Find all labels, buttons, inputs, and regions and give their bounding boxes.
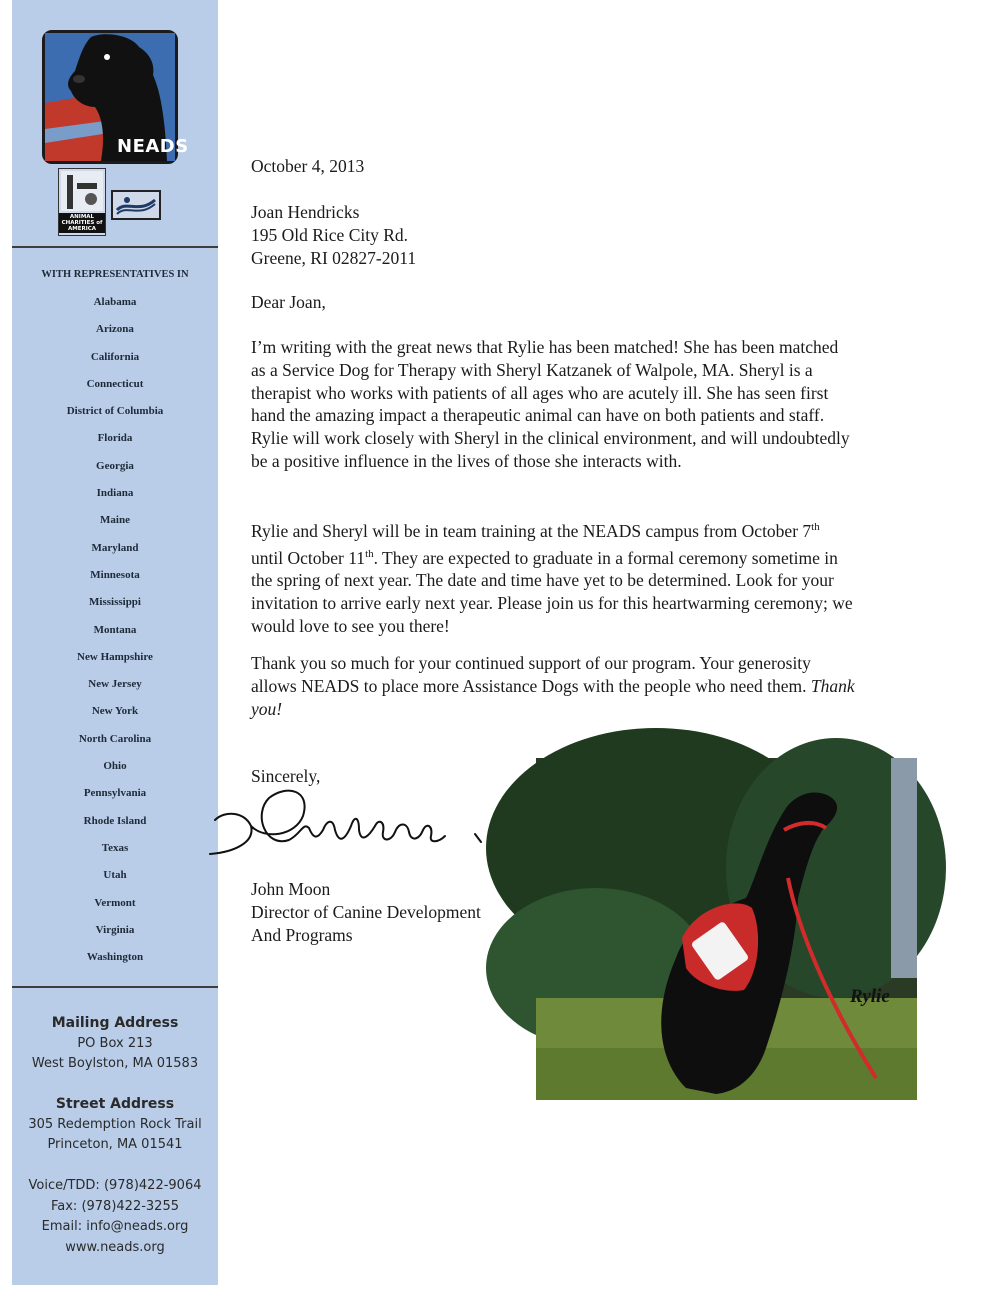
thank-you-italic: Thank you! <box>251 675 855 719</box>
website: www.neads.org <box>65 1239 165 1255</box>
street-address <box>12 1094 218 1156</box>
street-line2: Princeton, MA 01541 <box>47 1137 183 1152</box>
state-item: Alabama <box>93 296 137 308</box>
paragraph-3 <box>251 652 856 720</box>
state-item: Utah <box>103 869 127 882</box>
state-item: Vermont <box>94 896 136 909</box>
sidebar-divider <box>12 986 218 988</box>
salutation: Dear Joan, <box>251 292 326 312</box>
state-item: New Hampshire <box>77 650 153 663</box>
state-item: Rhode Island <box>83 814 147 827</box>
paragraph-3-text: Thank you so much for your continued support of our program. Your generosity allows NEADS to place more Assistance Dogs with the people who need them. <box>251 653 811 696</box>
mailing-address <box>12 1013 218 1075</box>
recipient-line1: 195 Old Rice City Rd. <box>251 224 409 245</box>
letterhead-sidebar <box>12 0 218 1285</box>
logo-wordmark: NEADS <box>117 136 189 157</box>
sidebar-divider <box>12 246 218 248</box>
letter-date: October 4, 2013 <box>251 156 365 176</box>
state-item: Arizona <box>96 323 134 336</box>
signature-image <box>205 770 505 870</box>
state-item: Minnesota <box>90 568 140 581</box>
recipient-line2: Greene, RI 02827-2011 <box>251 247 417 268</box>
flag-icon <box>113 192 159 218</box>
dog-photo <box>536 758 917 1100</box>
state-item: Connecticut <box>86 377 144 390</box>
cfc-logo <box>111 190 161 220</box>
state-item: North Carolina <box>78 732 152 745</box>
recipient-address <box>251 201 416 269</box>
paragraph-2-part-a: Rylie and Sheryl will be in team training at the NEADS campus from October 7 <box>251 520 812 541</box>
mailing-line2: West Boylston, MA 01583 <box>31 1056 199 1071</box>
animal-silhouette-icon <box>59 169 105 213</box>
state-item: Ohio <box>103 760 127 773</box>
state-item: Florida <box>97 432 133 445</box>
state-item: Georgia <box>96 459 134 472</box>
signer-title-line2: And Programs <box>251 924 353 945</box>
email-address: Email: info@neads.org <box>41 1219 189 1234</box>
mailing-line1: PO Box 213 <box>77 1035 153 1051</box>
service-dog-illustration <box>536 758 917 1100</box>
representatives-heading: WITH REPRESENTATIVES IN <box>41 269 189 280</box>
signer-name: John Moon <box>251 879 331 899</box>
state-item: New Jersey <box>88 678 142 691</box>
signer-block <box>251 878 481 946</box>
state-item: Montana <box>93 623 137 636</box>
paragraph-2 <box>251 516 856 638</box>
state-item: Maine <box>100 514 130 527</box>
photo-caption: Rylie <box>850 986 890 1007</box>
contact-info <box>12 1176 218 1258</box>
neads-logo <box>42 30 189 164</box>
closing: Sincerely, <box>251 766 321 786</box>
street-line1: 305 Redemption Rock Trail <box>28 1116 202 1132</box>
animal-charities-text: ANIMAL CHARITIES of AMERICA <box>59 213 105 233</box>
ordinal-suffix: th <box>365 547 374 560</box>
state-item: Washington <box>86 951 144 964</box>
mailing-heading: Mailing Address <box>51 1015 179 1031</box>
state-item: Pennsylvania <box>83 787 147 800</box>
phone-number: Voice/TDD: (978)422-9064 <box>28 1178 202 1193</box>
state-item: California <box>90 350 140 363</box>
states-list <box>12 296 218 978</box>
fax-number: Fax: (978)422-3255 <box>50 1198 179 1214</box>
state-item: Virginia <box>95 923 135 936</box>
state-item: District of Columbia <box>66 405 164 418</box>
state-item: Mississippi <box>89 596 141 609</box>
state-item: Maryland <box>91 541 139 554</box>
paragraph-2-part-b: until October 11 <box>251 547 366 568</box>
state-item: New York <box>91 705 139 718</box>
street-heading: Street Address <box>55 1096 175 1112</box>
state-item: Texas <box>101 841 129 854</box>
signer-title-line1: Director of Canine Development <box>251 901 481 922</box>
ordinal-suffix: th <box>811 521 820 533</box>
paragraph-2-part-c: . They are expected to graduate in a formal ceremony sometime in the spring of next year. The date and time have yet to be determined. Look for your invitation to arrive early next year. Please join us for this heartwarming ceremony; we would love to see you there! <box>251 547 853 636</box>
animal-charities-logo <box>58 168 106 236</box>
recipient-name: Joan Hendricks <box>251 202 360 222</box>
state-item: Indiana <box>96 487 134 500</box>
paragraph-1: I’m writing with the great news that Rylie has been matched! She has been matched as a Service Dog for Therapy with Sheryl Katzanek of Walpole, MA. Sheryl is a therapist who works with patients of all ages who are acutely ill. She has seen first hand the amazing impact a therapeutic animal can have on both patients and staff. Rylie will work closely with Sheryl in the clinical environment, and will undoubtedly be a positive influence in the lives of those she interacts with. <box>251 337 850 471</box>
